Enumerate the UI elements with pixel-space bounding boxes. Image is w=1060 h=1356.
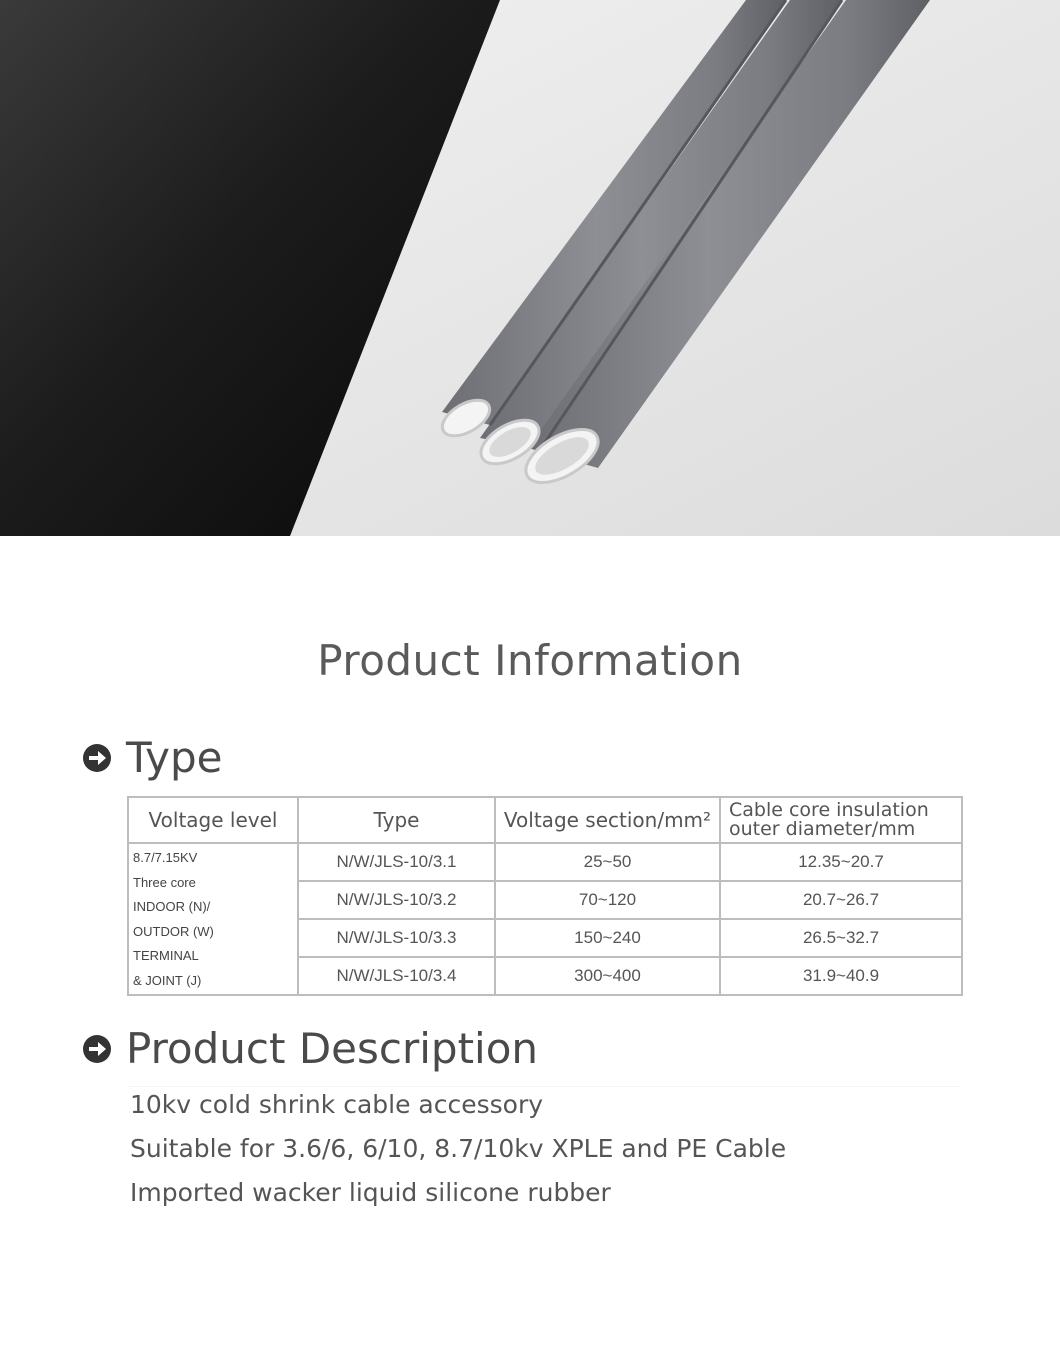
voltage-level-line: OUTDOR (W): [133, 923, 214, 939]
column-header-type: Type: [298, 797, 495, 843]
voltage-level-line: 8.7/7.15KV: [133, 850, 198, 865]
type-section-header: [82, 733, 222, 782]
section-cell: 25~50: [495, 843, 720, 881]
type-cell: N/W/JLS-10/3.3: [298, 919, 495, 957]
arrow-circle-right-icon: [82, 1034, 112, 1064]
arrow-circle-right-icon: [82, 743, 112, 773]
description-section-header: [82, 1024, 538, 1073]
type-cell: N/W/JLS-10/3.2: [298, 881, 495, 919]
section-cell: 70~120: [495, 881, 720, 919]
type-spec-table: [127, 796, 963, 996]
description-line: 10kv cold shrink cable accessory: [130, 1090, 544, 1119]
diameter-cell: 31.9~40.9: [720, 957, 962, 995]
diameter-cell: 12.35~20.7: [720, 843, 962, 881]
column-header-diameter: [720, 797, 962, 843]
section-cell: 150~240: [495, 919, 720, 957]
column-header-diameter-line1: Cable core insulation: [729, 799, 929, 821]
section-cell: 300~400: [495, 957, 720, 995]
page-title: Product Information: [317, 636, 743, 685]
voltage-level-line: Three core: [133, 874, 196, 890]
description-heading: Product Description: [126, 1024, 539, 1073]
table-row: [128, 843, 962, 881]
diameter-cell: 26.5~32.7: [720, 919, 962, 957]
voltage-level-cell: [128, 843, 298, 995]
type-heading: Type: [126, 733, 223, 782]
voltage-level-line: & JOINT (J): [133, 972, 202, 988]
description-line: Suitable for 3.6/6, 6/10, 8.7/10kv XPLE and PE Cable: [130, 1134, 787, 1163]
hero-product-image: [0, 0, 1060, 536]
table-header-row: [128, 797, 962, 843]
description-line: Imported wacker liquid silicone rubber: [130, 1178, 611, 1207]
voltage-level-line: INDOOR (N)/: [133, 899, 211, 914]
type-cell: N/W/JLS-10/3.4: [298, 957, 495, 995]
type-cell: N/W/JLS-10/3.1: [298, 843, 495, 881]
column-header-voltage-level: Voltage level: [128, 797, 298, 843]
diameter-cell: 20.7~26.7: [720, 881, 962, 919]
divider: [127, 1086, 961, 1087]
column-header-voltage-section: Voltage section/mm²: [495, 797, 720, 843]
column-header-diameter-line2: outer diameter/mm: [729, 818, 916, 840]
voltage-level-line: TERMINAL: [133, 948, 199, 963]
